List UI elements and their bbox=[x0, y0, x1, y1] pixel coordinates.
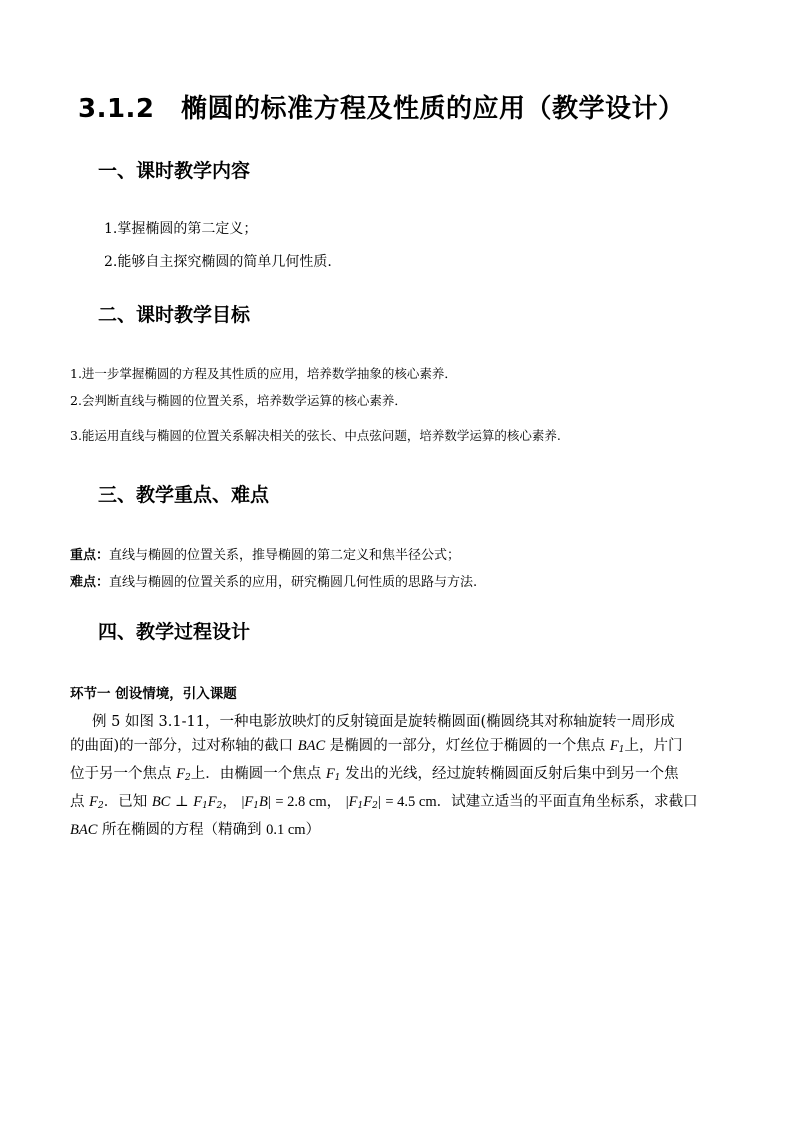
objective-item-3: 3.能运用直线与椭圆的位置关系解决相关的弦长、中点弦问题，培养数学运算的核心素养. bbox=[70, 428, 561, 443]
difficulty-text: 直线与椭圆的位置关系的应用，研究椭圆几何性质的思路与方法. bbox=[109, 575, 478, 590]
section-heading-content: 一、课时教学内容 bbox=[98, 160, 251, 182]
key-point-label: 重点： bbox=[70, 548, 110, 563]
section-heading-process: 四、教学过程设计 bbox=[98, 621, 251, 643]
section-heading-keypoints: 三、教学重点、难点 bbox=[98, 484, 270, 506]
value-F1F2: = 4.5 cm bbox=[385, 794, 437, 810]
key-point-text: 直线与椭圆的位置关系，推导椭圆的第二定义和焦半径公式； bbox=[109, 548, 461, 563]
math-BAC: BAC bbox=[297, 738, 326, 754]
stage-title: 环节一 创设情境，引入课题 bbox=[70, 686, 237, 702]
example-line-2: 的曲面)的一部分，过对称轴的截口 BAC 是椭圆的一部分，灯丝位于椭圆的一个焦点 $F_1$上，片门 bbox=[70, 738, 683, 755]
content-item-1: 1.掌握椭圆的第二定义； bbox=[104, 221, 258, 237]
section-heading-objectives: 二、课时教学目标 bbox=[98, 304, 251, 326]
difficulty-label: 难点： bbox=[70, 575, 110, 590]
example-paragraph bbox=[70, 710, 736, 842]
difficulty-point bbox=[70, 571, 477, 590]
content-item-2: 2.能够自主探究椭圆的简单几何性质. bbox=[104, 254, 332, 270]
value-F1B: = 2.8 cm bbox=[275, 794, 327, 810]
page-title: 3.1.2 椭圆的标准方程及性质的应用（教学设计） bbox=[78, 94, 685, 124]
objective-item-1: 1.进一步掌握椭圆的方程及其性质的应用，培养数学抽象的核心素养． bbox=[70, 366, 457, 381]
key-point bbox=[70, 544, 460, 563]
example-line-5: BAC 所在椭圆的方程（精确到 0.1 cm） bbox=[70, 822, 321, 838]
objective-item-2: 2.会判断直线与椭圆的位置关系，培养数学运算的核心素养． bbox=[70, 393, 407, 408]
example-line-4: 点 $F_2$．已知 BC ⊥ $F_1F_2$， $|F_1B| = 2.8$ cm， $|F_1F_2| = 4.5$ cm．试建立适当的平面直角坐标系，求截口 bbox=[70, 794, 698, 811]
example-line-3: 位于另一个焦点 $F_2$上．由椭圆一个焦点 $F_1$ 发出的光线，经过旋转椭圆面反射后集中到另一个焦 bbox=[70, 766, 679, 783]
example-line-1: 例 5 如图 3.1-11，一种电影放映灯的反射镜面是旋转椭圆面(椭圆绕其对称轴旋转一周形成 bbox=[92, 714, 675, 730]
